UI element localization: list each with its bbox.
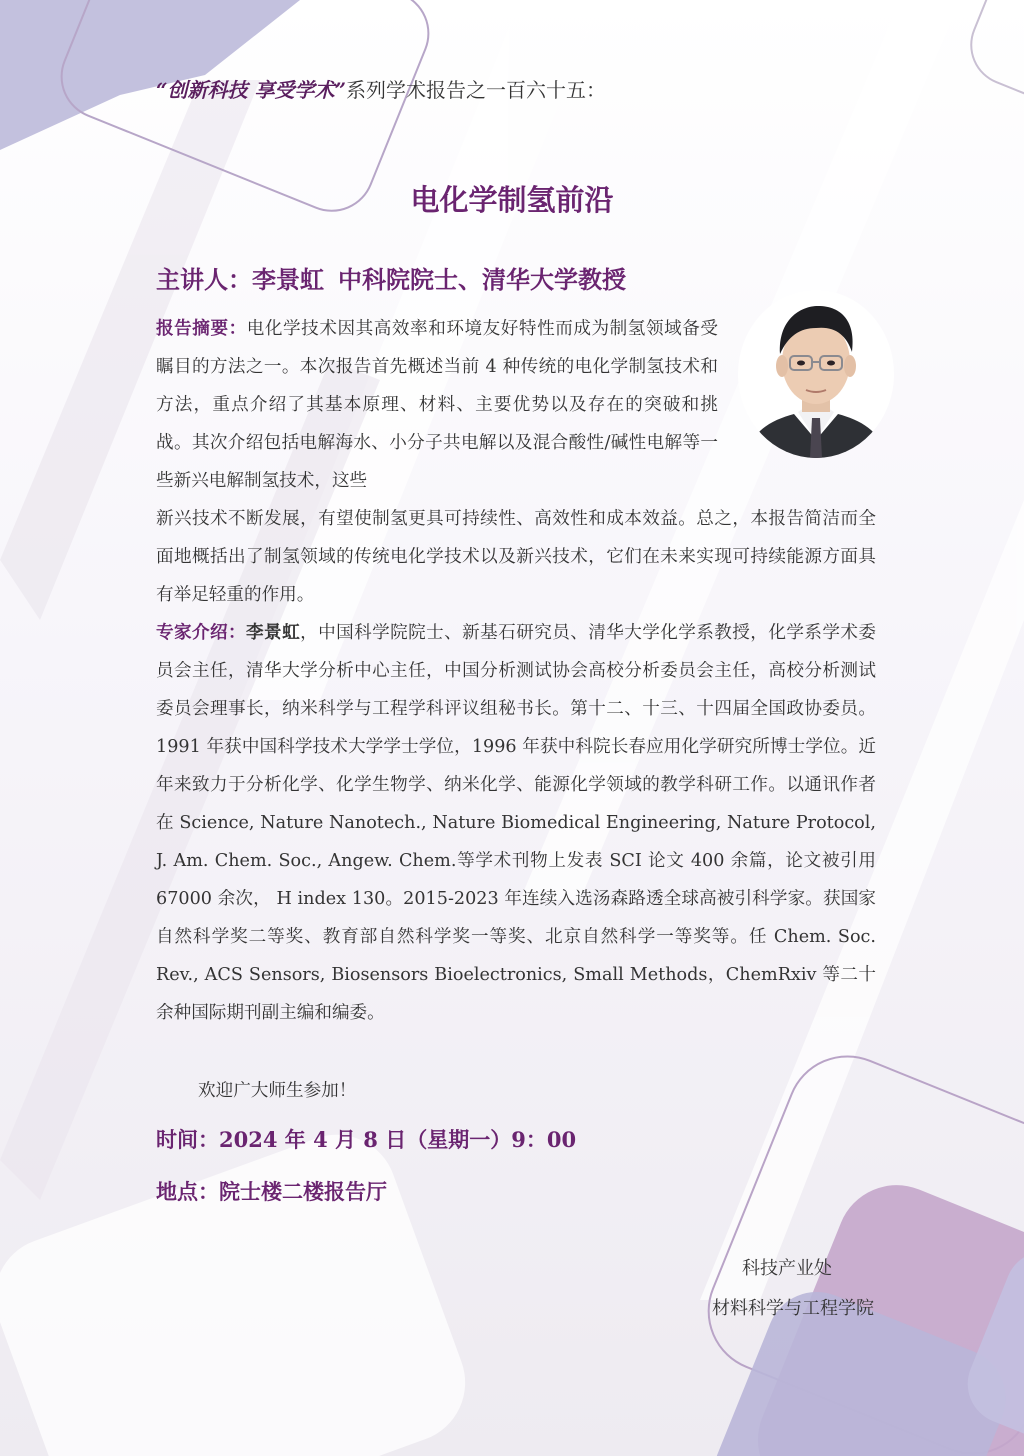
bio-paragraph	[156, 614, 876, 1032]
welcome-text: 欢迎广大师生参加！	[198, 1081, 357, 1101]
speaker-line	[156, 260, 626, 295]
page-title: 电化学制氢前沿	[410, 183, 614, 217]
bio-text: ，中国科学院院士、新基石研究员、清华大学化学系教授，化学系学术委员会主任，清华大学分析中心主任，中国分析测试协会高校分析委员会主任，高校分析测试委员会理事长，纳米科学与工程学科评议组秘书长。第十二、十三、十四届全国政协委员。1991 年获中国科学技术大学学士学位，1996 年获中科院长春应用化学研究所博士学位。近年来致力于分析化学、化学生物学、纳米化学、能源化学领域的教学科研工作。以通讯作者在 Science, Nature Nanotech., Nature Biomedical Engineering, Nature Protocol, J. Am. Chem. Soc., Angew. Chem.等学术刊物上发表 SCI 论文 400 余篇，论文被引用 67000 余次， H index 130。2015-2023 年连续入选汤森路透全球高被引科学家。获国家自然科学奖二等奖、教育部自然科学奖一等奖、北京自然科学一等奖等。任 Chem. Soc. Rev., ACS Sensors, Biosensors Bioelectronics, Small Methods，ChemRxiv 等二十余种国际期刊副主编和编委。	[156, 623, 876, 1023]
event-time: 时间：2024 年 4 月 8 日（星期一）9：00	[156, 1127, 577, 1152]
bio-name: 李景虹	[246, 622, 301, 643]
organizer-1: 科技产业处	[742, 1258, 832, 1279]
organizer-2: 材料科学与工程学院	[712, 1298, 874, 1319]
abstract-paragraph	[156, 310, 718, 500]
abstract-label: 报告摘要：	[156, 318, 247, 339]
speaker-portrait	[738, 290, 894, 458]
bio-label: 专家介绍：	[156, 622, 247, 643]
abstract-text-top: 电化学技术因其高效率和环境友好特性而成为制氢领域备受瞩目的方法之一。本次报告首先概述当前 4 种传统的电化学制氢技术和方法，重点介绍了其基本原理、材料、主要优势以及存在的突破和挑战。其次介绍包括电解海水、小分子共电解以及混合酸性/碱性电解等一些新兴电解制氢技术，这些	[156, 319, 718, 491]
speaker-name: 李景虹	[252, 265, 324, 294]
series-number: 系列学术报告之一百六十五：	[345, 78, 606, 102]
event-location: 地点：院士楼二楼报告厅	[156, 1179, 387, 1204]
series-header	[156, 74, 606, 103]
abstract-continuation: 新兴技术不断发展，有望使制氢更具可持续性、高效性和成本效益。总之，本报告简洁而全面地概括出了制氢领域的传统电化学技术以及新兴技术，它们在未来实现可持续能源方面具有举足轻重的作用。	[156, 509, 876, 605]
speaker-position: 中科院院士、清华大学教授	[338, 265, 626, 294]
speaker-label: 主讲人：	[156, 265, 252, 294]
series-name: “创新科技 享受学术”	[156, 78, 346, 102]
